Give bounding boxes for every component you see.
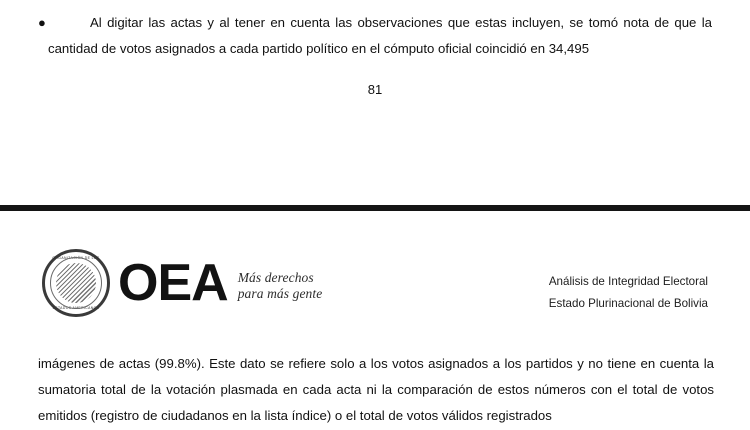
oea-seal-text-top: ORGANIZACIÓN DE LOS bbox=[52, 256, 100, 260]
list-item bbox=[38, 10, 712, 62]
oea-logo bbox=[42, 249, 322, 317]
oea-wordmark: OEA bbox=[118, 254, 228, 312]
header-subtitle-line-2: Estado Plurinacional de Bolivia bbox=[548, 297, 708, 310]
bullet-item-text: Al digitar las actas y al tener en cuenta las observaciones que estas incluyen, se tomó nota de que la cantidad de votos asignados a cada partido político en el cómputo oficial coincidió en 34,495 bbox=[48, 15, 712, 56]
oea-tagline-line-2: para más gente bbox=[237, 286, 323, 301]
header-subtitle-line-1: Análisis de Integridad Electoral bbox=[548, 275, 708, 288]
oea-seal-icon bbox=[42, 249, 110, 317]
oea-tagline-line-1: Más derechos bbox=[237, 270, 314, 285]
oea-seal-emblem bbox=[56, 263, 96, 303]
bullet-marker-icon: ● bbox=[38, 15, 46, 30]
body-paragraph: imágenes de actas (99.8%). Este dato se refiere solo a los votos asignados a los partidos y no tiene en cuenta la sumatoria total de la votación plasmada en cada acta ni la comparación de estos números con el total de votos emitidos (registro de ciudadanos en la lista índice) o el total de votos válidos registrados bbox=[38, 356, 714, 423]
page-header bbox=[0, 249, 750, 339]
document-page-bottom bbox=[0, 211, 750, 430]
bullet-list bbox=[38, 10, 712, 62]
oea-seal-ring-text bbox=[45, 252, 107, 314]
oea-seal-text-bottom: ESTADOS AMERICANOS bbox=[52, 306, 100, 310]
document-page-top bbox=[0, 0, 750, 205]
page-number: 81 bbox=[367, 82, 383, 97]
header-subtitle bbox=[549, 271, 708, 315]
oea-tagline bbox=[238, 264, 323, 302]
